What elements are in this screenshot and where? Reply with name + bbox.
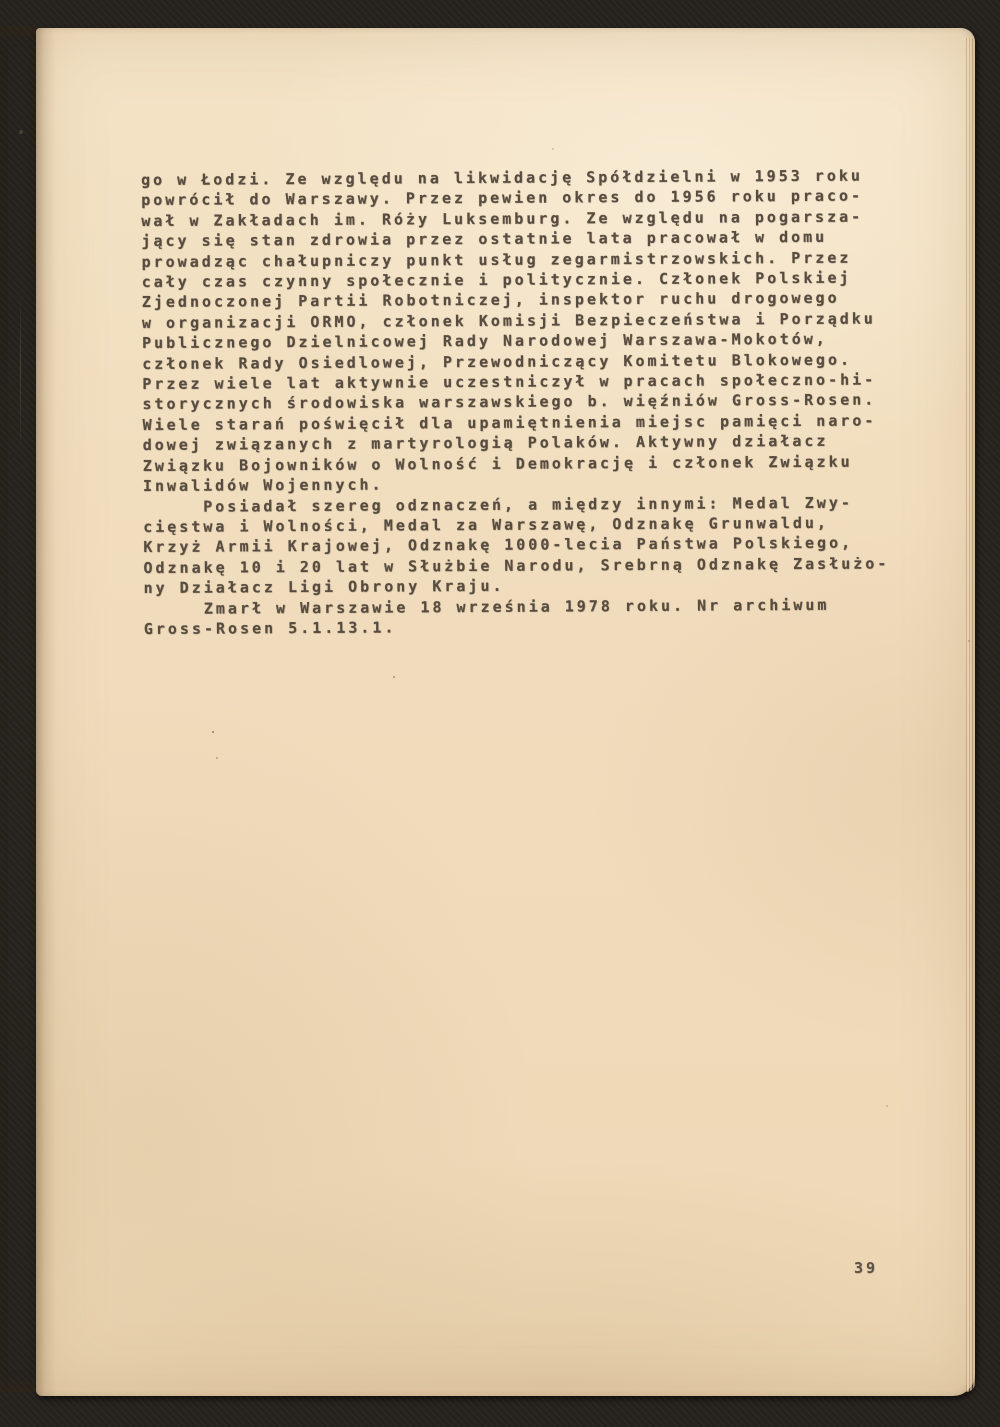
text-line: Przez wiele lat aktywnie uczestniczył w pracach społeczno-hi- — [142, 370, 877, 394]
text-line: Wiele starań poświęcił dla upamiętnienia miejsc pamięci naro- — [142, 411, 877, 434]
text-line: Posiadał szereg odznaczeń, a między innymi: Medal Zwy- — [143, 493, 853, 516]
text-line: w organizacji ORMO, członek Komisji Bezpieczeństwa i Porządku — [141, 309, 876, 332]
text-line: członek Rady Osiedlowej, Przewodniczący Komitetu Blokowego. — [142, 350, 853, 373]
body-text — [141, 165, 924, 639]
text-line: Związku Bojowników o Wolność i Demokrację i członek Związku — [142, 452, 853, 475]
text-line: Krzyż Armii Krajowej, Odznakę 1000-lecia Państwa Polskiego, — [143, 533, 854, 557]
text-line: Publicznego Dzielnicowej Rady Narodowej Warszawa-Mokotów, — [142, 330, 828, 353]
text-line: cały czas czynny społecznie i politycznie. Członek Polskiej — [141, 268, 852, 292]
page-number: 39 — [854, 1259, 879, 1277]
text-line: prowadząc chałupniczy punkt usług zegarmistrzowskich. Przez — [141, 248, 852, 271]
text-line: dowej związanych z martyrologią Polaków. Aktywny działacz — [142, 432, 829, 455]
text-line: Gross-Rosen 5.1.13.1. — [143, 618, 397, 638]
text-line: Zmarł w Warszawie 18 września 1978 roku. Nr archiwum — [143, 595, 830, 618]
text-line: ny Działacz Ligi Obrony Kraju. — [143, 576, 505, 598]
text-line: go w Łodzi. Ze względu na likwidację Spółdzielni w 1953 roku — [141, 166, 863, 189]
text-line: Inwalidów Wojennych. — [142, 475, 384, 496]
text-line: jący się stan zdrowia przez ostatnie lata pracował w domu — [141, 228, 828, 251]
previous-page-edge — [0, 26, 36, 1392]
text-line: storycznych środowiska warszawskiego b. więźniów Gross-Rosen. — [142, 390, 877, 414]
paper-specks — [0, 0, 2, 2]
text-line: powrócił do Warszawy. Przez pewien okres do 1956 roku praco- — [141, 186, 864, 210]
text-line: cięstwa i Wolności, Medal za Warszawę, Odznakę Grunwaldu, — [143, 513, 829, 536]
text-line: Zjednoczonej Partii Robotniczej, inspektor ruchu drogowego — [141, 289, 840, 312]
text-line: Odznakę 10 i 20 lat w Służbie Narodu, Srebrną Odznakę Zasłużo- — [143, 554, 890, 577]
text-line: wał w Zakładach im. Róży Luksemburg. Ze względu na pogarsza- — [141, 207, 864, 230]
book-page — [36, 28, 975, 1396]
